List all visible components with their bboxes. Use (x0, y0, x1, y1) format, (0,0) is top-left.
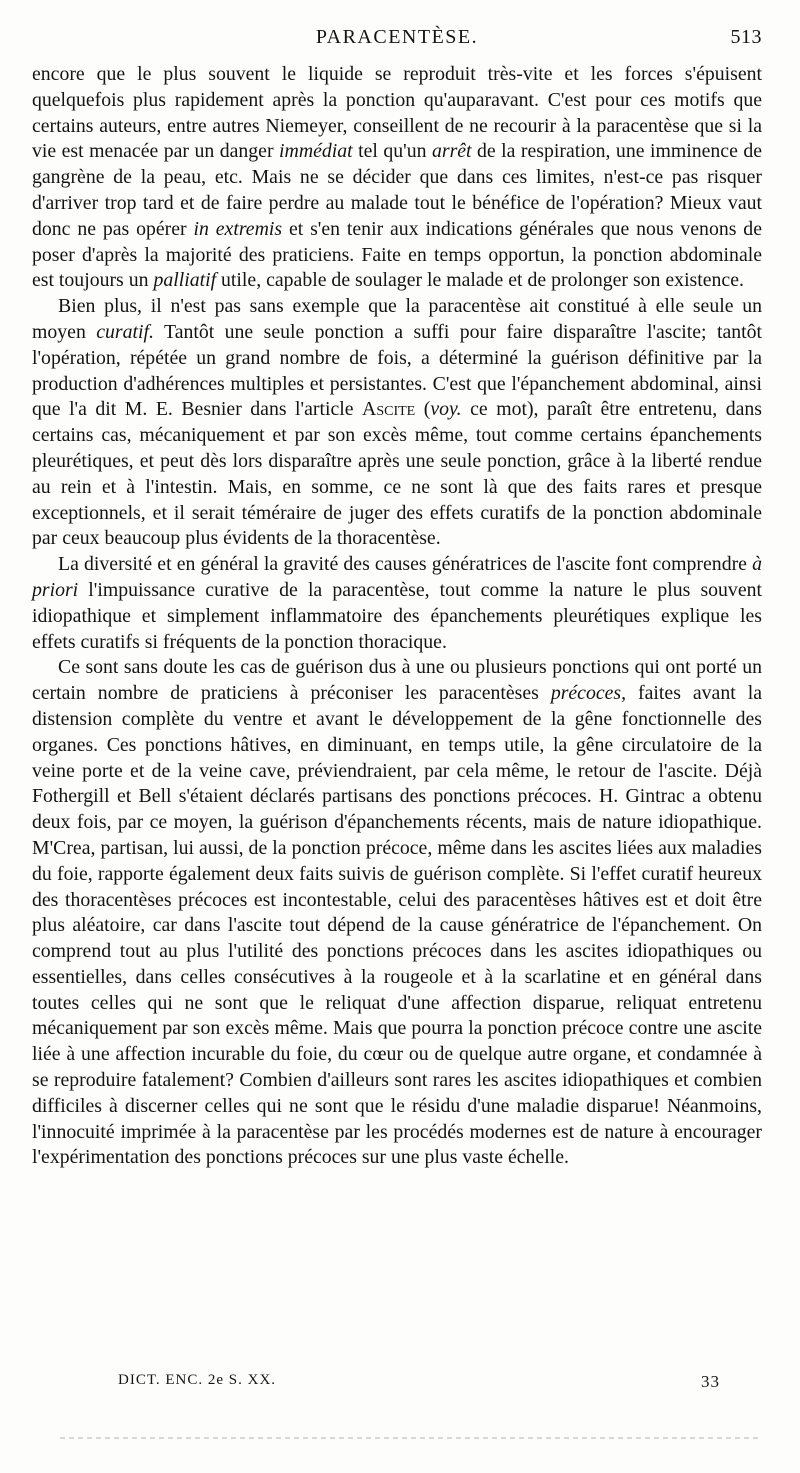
italic-text: voy. (430, 398, 462, 421)
text-run: La diversité et en général la gravité des causes génératrices de l'ascite font comprendre (58, 553, 753, 576)
text-run: tel qu'un (352, 140, 432, 163)
italic-text: à priori (32, 553, 762, 601)
text-run: ce mot), paraît être entretenu, dans certains cas, mécaniquement et par son excès même, tout comme certains épanchements pleurétiques, et peut dès lors disparaître après une seule ponction, grâce à la liberté rendue au rein et à l'intestin. Mais, en somme, ce ne sont là que des faits rares et presque exceptionnels, et il serait téméraire de juger des effets curatifs de la ponction abdominale par ceux beaucoup plus évidents de la thoracentèse. (32, 398, 762, 550)
italic-text: arrêt (431, 140, 472, 163)
text-run: faites avant la distension complète du ventre et avant le développement de la gêne fonctionnelle des organes. Ces ponctions hâtives, en diminuant, en temps utile, la gêne circulatoire de la veine porte et de la veine cave, préviendraient, par cela même, le retour de l'ascite. Déjà Fothergill et Bell s'étaient déclarés partisans des ponctions précoces. H. Gintrac a obtenu deux fois, par ce moyen, la guérison d'épanchements récents, mais de nature idiopathique. M'Crea, partisan, lui aussi, de la ponction précoce, même dans les ascites liées aux maladies du foie, rapporte également deux faits suivis de guérison complète. Si l'effet curatif heureux des thoracentèses précoces est incontestable, celui des paracentèses hâtives est et doit être plus aléatoire, car dans l'ascite tout dépend de la cause génératrice de l'épanchement. On comprend tout au plus l'utilité des ponctions précoces dans les ascites idiopathiques ou essentielles, dans celles consécutives à la rougeole et à la scarlatine et en général dans toutes celles qui ne sont que le reliquat d'une affection disparue, reliquat entretenu mécaniquement par son excès même. Mais que pourra la ponction précoce contre une ascite liée à une affection incurable du foie, du cœur ou de quelque autre organe, et condamnée à se reproduire fatalement? Combien d'ailleurs sont rares les ascites idiopathiques et combien difficiles à discerner celles qui ne sont que le résidu d'une maladie disparue! Néanmoins, l'innocuité imprimée à la paracentèse par les procédés modernes est de nature à encourager l'expérimentation des ponctions précoces sur une plus vaste échelle. (32, 682, 762, 1169)
page-number: 513 (730, 26, 762, 48)
italic-text: in extremis (193, 217, 283, 240)
text-run: de la respiration, une imminence de gangrène de la peau, etc. Mais ne se décider que dans ces limites, n'est-ce pas risquer d'arriver trop tard et de faire perdre au malade tout le bénéfice de l'opération? Mieux vaut donc ne pas opérer (32, 140, 762, 240)
italic-text: curatif. (96, 320, 154, 343)
italic-text: palliatif (153, 269, 217, 292)
text-run: l'impuissance curative de la paracentèse, tout comme la nature le plus souvent idiopathique et simplement inflammatoire des épanchements pleurétiques explique les effets curatifs si fréquents de la ponction thoracique. (32, 578, 762, 653)
text-run: encore que le plus souvent le liquide se reproduit très-vite et les forces s'épuisent quelquefois plus rapidement après la ponction qu'auparavant. C'est pour ces motifs que certains auteurs, entre autres Niemeyer, conseillent de ne recourir à la paracentèse que si la vie est menacée par un danger (32, 63, 762, 163)
text-run: ( (415, 398, 431, 421)
text-run: Ce sont sans doute les cas de guérison dus à une ou plusieurs ponctions qui ont porté un certain nombre de praticiens à préconiser les paracentèses (32, 656, 762, 705)
italic-text: précoces, (550, 682, 627, 705)
signature-mark: DICT. ENC. 2e S. XX. (118, 1372, 277, 1388)
article-body (32, 62, 762, 1171)
page-title: PARACENTÈSE. (315, 26, 479, 48)
running-head (32, 26, 762, 52)
paragraph (32, 552, 762, 655)
bleed-through-line (60, 1437, 760, 1439)
text-run: Bien plus, il n'est pas sans exemple que la paracentèse ait constitué à elle seule un moyen (32, 295, 762, 343)
paragraph (32, 655, 762, 1171)
text-run: utile, capable de soulager le malade et de prolonger son existence. (216, 269, 744, 292)
page-footer (118, 1372, 720, 1396)
paragraph (32, 62, 762, 294)
text-run: et s'en tenir aux indications générales que nous venons de poser d'après la majorité des praticiens. Faite en temps opportun, la ponction abdominale est toujours un (32, 217, 762, 292)
paragraph (32, 294, 762, 552)
small-caps-text: Ascite (362, 398, 416, 421)
sheet-number: 33 (701, 1372, 720, 1391)
text-run: Tantôt une seule ponction a suffi pour faire disparaître l'ascite; tantôt l'opération, répétée un grand nombre de fois, a déterminé la guérison définitive par la production d'adhérences multiples et persistantes. C'est que l'épanchement abdominal, ainsi que l'a dit M. E. Besnier dans l'article (32, 320, 762, 421)
italic-text: immédiat (279, 140, 353, 163)
